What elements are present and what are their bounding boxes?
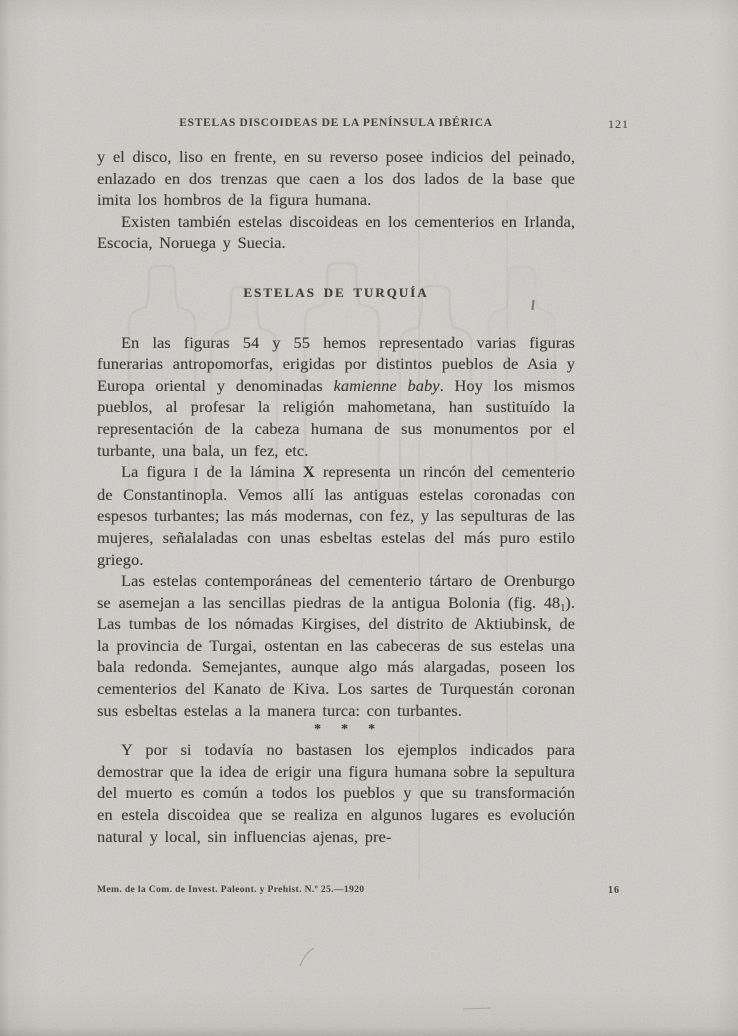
paragraph-run: representa un rincón del cementerio de Constantinopla. Vemos allí las antiguas estelas coronadas con espesos turbantes; las más modernas, con fez, y las sepulturas de las mujeres, señalaladas con unas esbeltas estelas del más puro estilo griego. [97,462,575,569]
page-footer [97,884,620,896]
asterisk-separator: * * * [314,722,382,738]
paragraph [97,332,575,462]
paragraph-run: ). Las tumbas de los nómadas Kirgises, del distrito de Aktiubinsk, de la provincia de Turgai, ostentan en las cabeceras de sus estelas una bala redonda. Semejantes, aunque algo más alargadas, poseen los cementerios del Kanato de Kiva. Los sartes de Turquestán coronan sus esbeltas estelas a la manera turca: con turbantes. [97,592,575,720]
signature-number: 16 [608,885,620,896]
paragraph-run: de la lámina [198,462,303,482]
paragraph-run: Las estelas contemporáneas del cementerio tártaro de Orenburgo se asemejan a las sencillas piedras de la antigua Bolonia (fig. 48 [97,571,575,612]
figure-numeral: I [193,465,199,481]
paragraph-run: . Hoy los mismos pueblos, al profesar la religión mahometana, han sustituído la representación de la cabeza humana de sus monumentos por el turbante, una bala, un fez, etc. [97,375,575,460]
italic-term: kamienne baby [333,375,440,395]
scratch-mark [463,1008,491,1009]
imprint-line: Mem. de la Com. de Invest. Paleont. y Prehist. N.º 25.—1920 [97,884,365,895]
paragraph-run: La figura [121,462,194,482]
paragraph-run: En las figuras 54 y 55 hemos representado varias figuras funerarias antropomorfas, erigidas por distintos pueblos de Asia y Europa oriental y denominadas [97,332,575,395]
page-text [97,146,575,847]
paragraph [97,570,575,721]
lamina-numeral: X [302,462,315,482]
paragraph: Y por si todavía no bastasen los ejemplos indicados para demostrar que la idea de erigir una figura humana sobre la sepultura del muerto es común a todos los pueblos y que su transformación en estela discoidea que se realiza en algunos lugares es evolución natural y local, sin influencias ajenas, pre- [97,740,575,846]
page-number: 121 [608,117,629,131]
figure-subindex: 1 [560,602,566,614]
paragraph [97,461,575,570]
section-heading: ESTELAS DE TURQUÍA [243,284,429,300]
running-header-title: ESTELAS DISCOIDEAS DE LA PENÍNSULA IBÉRICA [179,117,493,129]
paragraph-continuation: y el disco, liso en frente, en su reverso posee indicios del peinado, enlazado en dos trenzas que caen a los dos lados de la base que imita los hombros de la figura humana. [97,147,575,210]
paragraph: Existen también estelas discoideas en los cementerios en Irlanda, Escocia, Noruega y Suecia. [97,211,575,253]
pen-mark [300,948,314,966]
running-header [97,117,629,131]
